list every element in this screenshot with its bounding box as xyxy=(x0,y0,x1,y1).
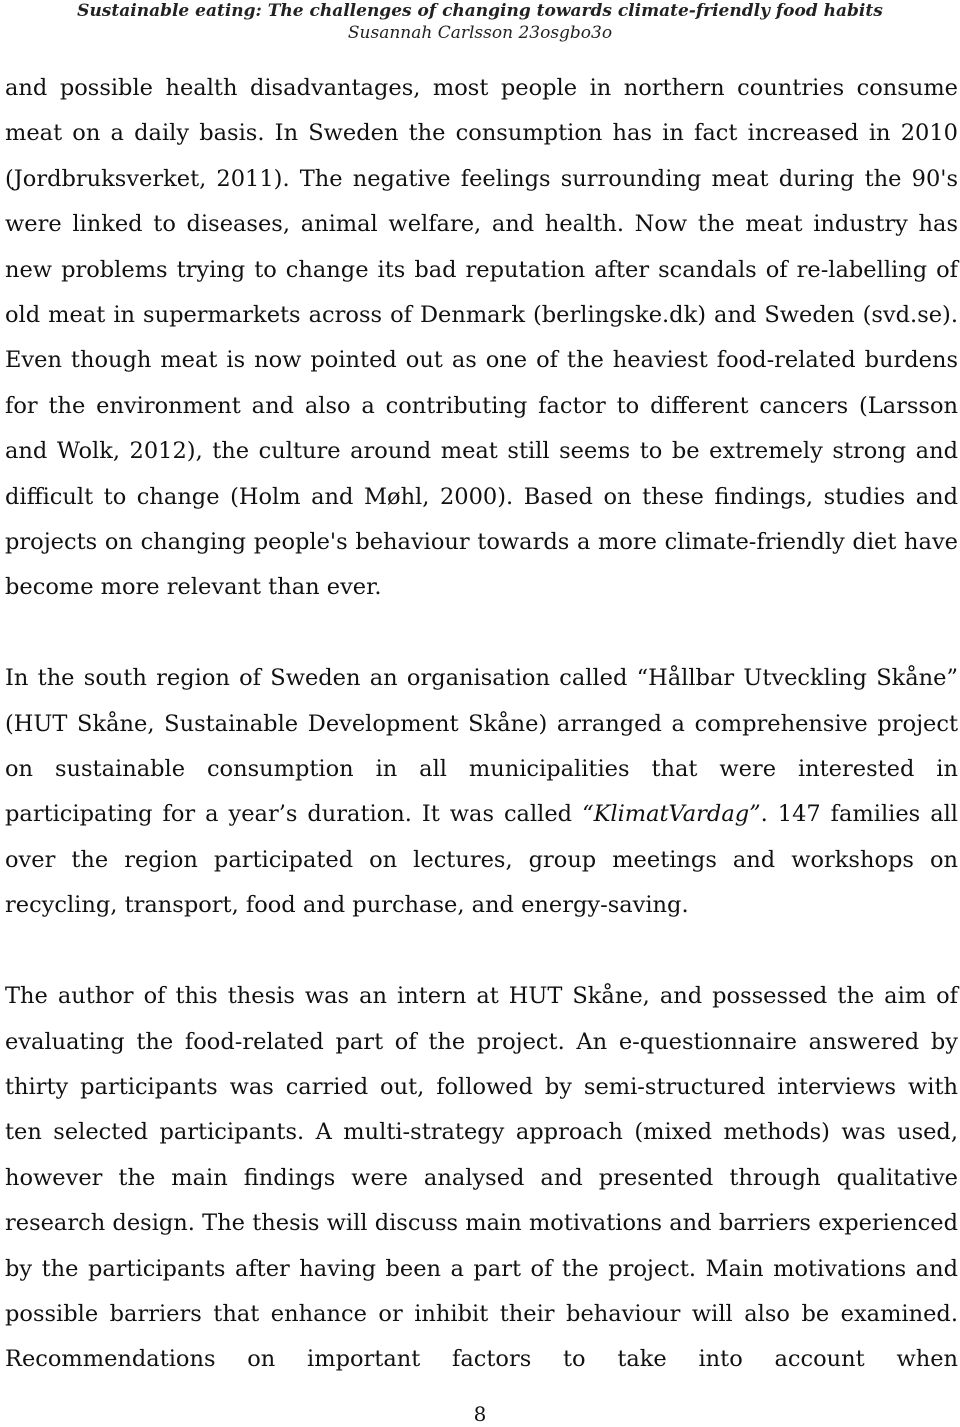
paragraph-1 xyxy=(5,66,958,611)
running-header xyxy=(0,0,960,44)
paragraph-2-text-end: . 147 families all over the region participated on lectures, group meetings and workshops on recycling, transport, food and purchase, and energy-saving. xyxy=(5,801,958,919)
header-title: Sustainable eating: The challenges of changing towards climate-friendly food habits xyxy=(77,1,883,21)
paragraph-2 xyxy=(5,656,958,928)
paragraph-2-text-start: In the south region of Sweden an organisation called “Hållbar Utveckling Skåne” (HUT Skåne, Sustainable Development Skåne) arranged a comprehensive project on sustainable consumption in all municipalities that were interested in participating for a year’s duration. It was called xyxy=(5,665,958,828)
paragraph-3-text: The author of this thesis was an intern at HUT Skåne, and possessed the aim of evaluating the food-related part of the project. An e-questionnaire answered by thirty participants was carried out, followed by semi-structured interviews with ten selected participants. A multi-strategy approach (mixed methods) was used, however the main findings were analysed and presented through qualitative research design. The thesis will discuss main motivations and barriers experienced by the participants after having been a part of the project. Main motivations and possible barriers that enhance or inhibit their behaviour will also be examined. Recommendations on important factors to take into account when xyxy=(5,983,958,1373)
paragraph-1-text: and possible health disadvantages, most people in northern countries consume meat on a daily basis. In Sweden the consumption has in fact increased in 2010 (Jordbruksverket, 2011). The negative feelings surrounding meat during the 90's were linked to diseases, animal welfare, and health. Now the meat industry has new problems trying to change its bad reputation after scandals of re-labelling of old meat in supermarkets across of Denmark (berlingske.dk) and Sweden (svd.se). Even though meat is now pointed out as one of the heaviest food-related burdens for the environment and also a contributing factor to different cancers (Larsson and Wolk, 2012), the culture around meat still seems to be extremely strong and difficult to change (Holm and Møhl, 2000). Based on these findings, studies and projects on changing people's behaviour towards a more climate-friendly diet have become more relevant than ever. xyxy=(5,75,958,601)
project-name-klimatvardag: “KlimatVardag” xyxy=(582,801,761,828)
header-author: Susannah Carlsson 23osgbo3o xyxy=(347,23,613,43)
page-number: 8 xyxy=(473,1402,487,1426)
document-body xyxy=(5,66,958,1383)
paragraph-3 xyxy=(5,974,958,1383)
